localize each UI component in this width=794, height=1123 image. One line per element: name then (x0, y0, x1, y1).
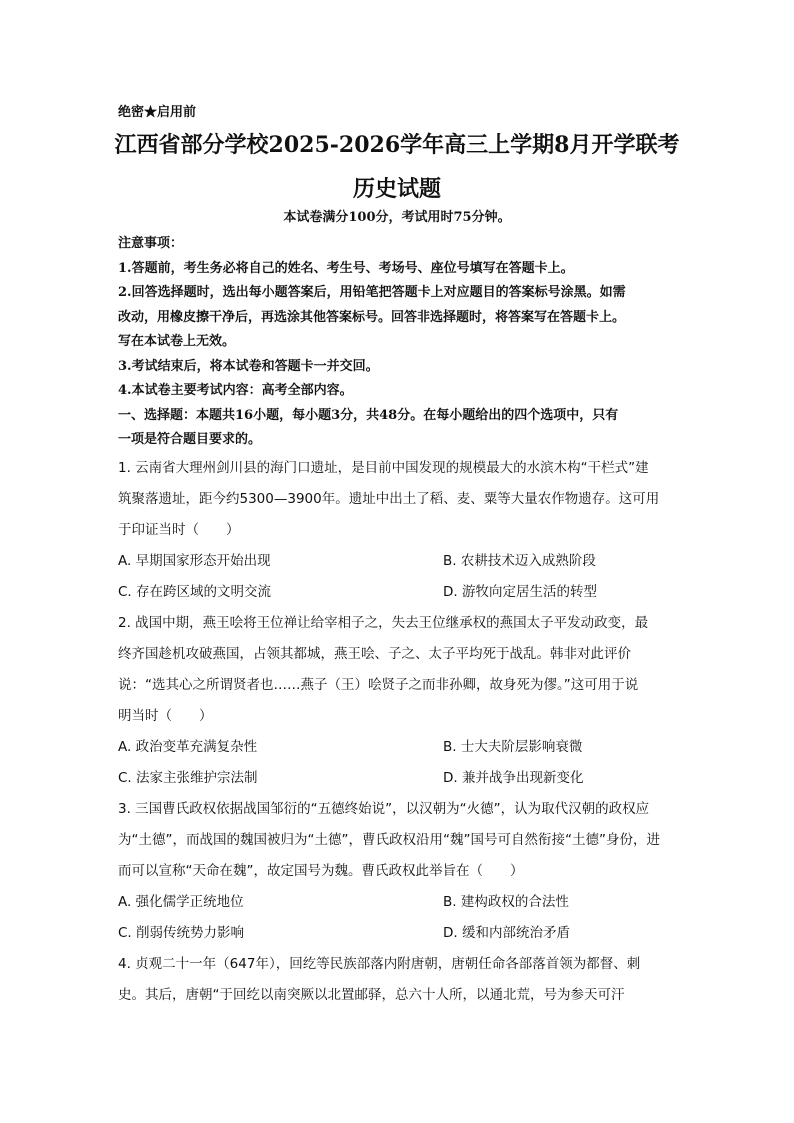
question-line: 4. 贞观二十一年（647年），回纥等民族部落内附唐朝，唐朝任命各部落首领为都督、刺 (118, 956, 641, 972)
option-b: B. 建构政权的合法性 (443, 894, 569, 910)
question-line: 2. 战国中期，燕王哙将王位禅让给宰相子之，失去王位继承权的燕国太子平发动政变，最 (118, 615, 649, 631)
options (118, 732, 678, 794)
subject-title: 历史试题 (352, 176, 441, 202)
notes-line: 4.本试卷主要考试内容：高考全部内容。 (118, 383, 353, 398)
option-d: D. 兼并战争出现新变化 (443, 770, 584, 786)
question-line: 筑聚落遗址，距今约5300—3900年。遗址中出土了稻、麦、粟等大量农作物遗存。这可用 (118, 491, 660, 507)
options (118, 546, 678, 608)
question-line: 于印证当时（ ） (118, 522, 240, 538)
notes-line: 3.考试结束后，将本试卷和答题卡一并交回。 (118, 358, 379, 374)
option-c: C. 法家主张维护宗法制 (118, 770, 258, 786)
notes-section (118, 232, 678, 453)
question-line: 3. 三国曹氏政权依据战国邹衍的“五德终始说”，以汉朝为“火德”，认为取代汉朝的政权应 (118, 801, 650, 817)
exam-info: 本试卷满分100分，考试用时75分钟。 (283, 210, 511, 225)
option-c: C. 削弱传统势力影响 (118, 925, 245, 941)
option-c: C. 存在跨区域的文明交流 (118, 584, 272, 600)
questions (118, 453, 678, 1011)
question-2 (118, 608, 678, 794)
question-1 (118, 453, 678, 608)
exam-title: 江西省部分学校2025-2026学年高三上学期8月开学联考 (114, 132, 680, 158)
options (118, 887, 678, 949)
option-b: B. 农耕技术迈入成熟阶段 (443, 553, 596, 569)
question-line: 史。其后，唐朝“于回纥以南突厥以北置邮驿，总六十人所，以通北荒，号为参天可汗 (118, 987, 625, 1003)
question-line: 说：“选其心之所谓贤者也……燕子（王）哙贤子之而非孙卿，故身死为僇。”这可用于说 (118, 677, 639, 693)
section-heading-line: 一项是符合题目要求的。 (118, 432, 262, 447)
notes-line: 改动，用橡皮擦干净后，再选涂其他答案标号。回答非选择题时，将答案写在答题卡上。 (118, 309, 626, 325)
option-a: A. 早期国家形态开始出现 (118, 553, 271, 569)
notes-line: 写在本试卷上无效。 (118, 334, 236, 349)
option-d: D. 缓和内部统治矛盾 (443, 925, 570, 941)
option-d: D. 游牧向定居生活的转型 (443, 584, 597, 600)
question-3 (118, 794, 678, 949)
question-4 (118, 949, 678, 1011)
question-line: 1. 云南省大理州剑川县的海门口遗址，是目前中国发现的规模最大的水滨木构“干栏式”建 (118, 460, 649, 476)
question-line: 而可以宣称“天命在魏”，故定国号为魏。曹氏政权此举旨在（ ） (118, 863, 524, 879)
option-b: B. 士大夫阶层影响衰微 (443, 739, 583, 755)
secret-label: 绝密★启用前 (118, 105, 197, 120)
notes-line: 2.回答选择题时，选出每小题答案后，用铅笔把答题卡上对应题目的答案标号涂黑。如需 (118, 285, 626, 300)
question-line: 明当时（ ） (118, 708, 213, 724)
option-a: A. 政治变革充满复杂性 (118, 739, 258, 755)
section-heading-line: 一、选择题：本题共16小题，每小题3分，共48分。在每小题给出的四个选项中，只有 (118, 407, 619, 423)
question-line: 为“土德”，而战国的魏国被归为“土德”，曹氏政权沿用“魏”国号可自然衔接“土德”身份，进 (118, 832, 660, 848)
notes-line: 1.答题前，考生务必将自己的姓名、考生号、考场号、座位号填写在答题卡上。 (118, 260, 574, 276)
notes-heading: 注意事项： (118, 236, 184, 251)
question-line: 终齐国趁机攻破燕国，占领其都城，燕王哙、子之、太子平均死于战乱。韩非对此评价 (118, 646, 631, 662)
option-a: A. 强化儒学正统地位 (118, 894, 244, 910)
